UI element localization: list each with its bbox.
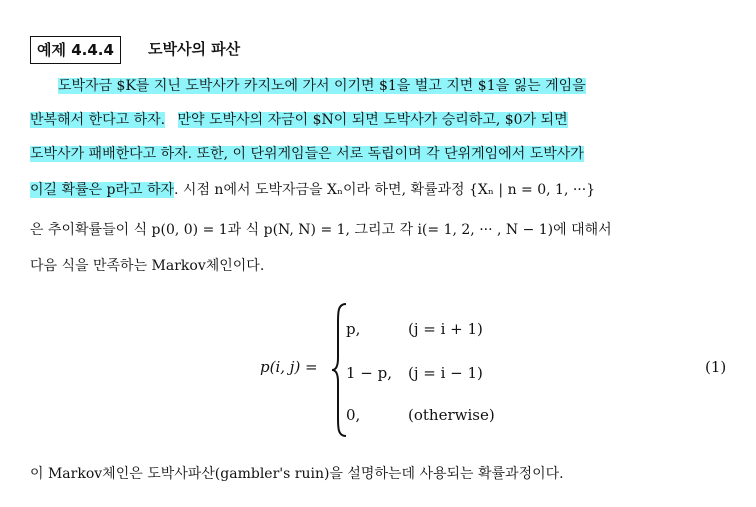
case-3-condition: (otherwise) [408, 406, 495, 424]
highlighted-text: 반복해서 한다고 하자. [30, 112, 166, 128]
case-2-value: 1 − p, [346, 364, 393, 382]
highlighted-text: 이길 확률은 p라고 하자 [30, 182, 175, 198]
case-1-condition: (j = i + 1) [408, 320, 483, 338]
example-title: 도박사의 파산 [148, 40, 241, 58]
highlighted-text: 만약 도박사의 자금이 $N이 되면 도박사가 승리하고, $0가 되면 [177, 112, 568, 128]
paragraph-line-1 [58, 72, 586, 100]
transition-equation [260, 302, 700, 438]
paragraph-line-6: 다음 식을 만족하는 Markov체인이다. [30, 258, 265, 274]
case-3-value: 0, [346, 406, 361, 424]
paragraph-line-5: 은 추이확률들이 식 p(0, 0) = 1과 식 p(N, N) = 1, 그리고 각 i(= 1, 2, ··· , N − 1)에 대해서 [30, 222, 612, 238]
case-1-value: p, [346, 320, 361, 338]
paragraph-line-4 [30, 176, 595, 204]
example-label: 예제 4.4.4 [30, 36, 121, 64]
equation-number: (1) [705, 358, 727, 376]
closing-sentence: 이 Markov체인은 도박사파산(gambler's ruin)을 설명하는데 사용되는 확률과정이다. [30, 466, 564, 482]
paragraph-line-2 [30, 106, 568, 134]
case-2-condition: (j = i − 1) [408, 364, 483, 382]
paragraph-line-3 [30, 140, 584, 168]
equation-lhs: p(i, j) = [260, 358, 318, 376]
paragraph-text: . 시점 n에서 도박자금을 Xₙ이라 하면, 확률과정 {Xₙ | n = 0, 1, ···} [174, 182, 596, 198]
highlighted-text: 도박사가 패배한다고 하자. 또한, 이 단위게임들은 서로 독립이며 각 단위게임에서 도박사가 [30, 146, 584, 162]
highlighted-text: 도박자금 $K를 지닌 도박사가 카지노에 가서 이기면 $1을 벌고 지면 $1을 잃는 게임을 [58, 78, 586, 94]
